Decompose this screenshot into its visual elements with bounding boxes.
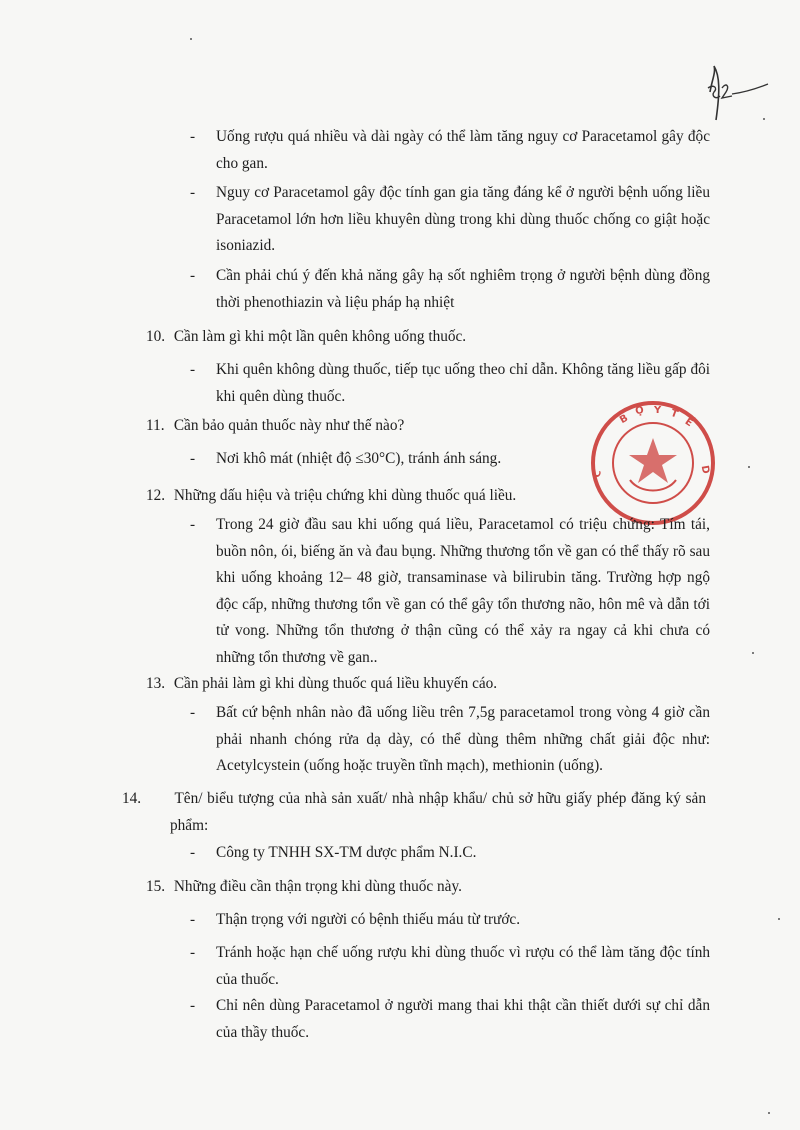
bullet-item <box>190 993 710 1046</box>
bullet-text: Trong 24 giờ đầu sau khi uống quá liều, Paracetamol có triệu chứng: Tím tái, buồn nôn, ói, biếng ăn và đau bụng. Những thương tổn về gan có thể thấy rõ sau khi uống khoảng 12– 48 giờ, transaminase và bilirubin tăng. Trường hợp ngộ độc cấp, những thương tổn về gan có thể gây tổn thương não, hôn mê và dẫn tới tử vong. Những tổn thương ở thận cũng có thể xảy ra ngay cả khi chưa có những tổn thương về gan.. <box>216 516 710 666</box>
svg-text:B: B <box>617 412 631 427</box>
bullet-item <box>190 907 710 934</box>
bullet-dash: - <box>190 361 196 378</box>
section-title: Cần bảo quản thuốc này như thế nào? <box>173 417 405 434</box>
bullet-item <box>190 124 710 177</box>
bullet-item <box>190 512 710 671</box>
section-title: Cần phải làm gì khi dùng thuốc quá liều khuyến cáo. <box>173 675 498 692</box>
scan-speck <box>190 38 192 40</box>
svg-text:D: D <box>698 464 711 475</box>
svg-text:Ộ: Ộ <box>634 404 645 418</box>
bullet-text: Nguy cơ Paracetamol gây độc tính gan gia tăng đáng kể ở người bệnh uống liều Paracetamol lớn hơn liều khuyên dùng trong khi dùng thuốc chống co giật hoặc isoniazid. <box>216 184 710 254</box>
bullet-text: Khi quên không dùng thuốc, tiếp tục uống theo chỉ dẫn. Không tăng liều gấp đôi khi quên dùng thuốc. <box>216 361 710 405</box>
section-number: 13. <box>146 675 166 692</box>
bullet-item <box>190 840 710 867</box>
section-title: Những điều cần thận trọng khi dùng thuốc này. <box>173 878 462 895</box>
bullet-dash: - <box>190 704 196 721</box>
svg-text:T: T <box>669 407 680 421</box>
handwritten-page-mark <box>702 62 772 122</box>
bullet-dash: - <box>190 516 196 533</box>
svg-text:Ế: Ế <box>682 416 695 430</box>
section-number: 14. <box>122 790 142 807</box>
bullet-dash: - <box>190 944 196 961</box>
bullet-dash: - <box>190 184 196 201</box>
bullet-text: Nơi khô mát (nhiệt độ ≤30°C), tránh ánh sáng. <box>216 450 502 467</box>
section-heading <box>122 786 706 839</box>
section-number: 11. <box>146 417 165 434</box>
bullet-item <box>190 357 710 410</box>
bullet-text: Thận trọng với người có bệnh thiếu máu từ trước. <box>216 911 521 928</box>
bullet-text: Cần phải chú ý đến khả năng gây hạ sốt nghiêm trọng ở người bệnh dùng đồng thời phenothiazin và liệu pháp hạ nhiệt <box>216 267 710 311</box>
svg-text:Y: Y <box>654 405 662 416</box>
section-title: Những dấu hiệu và triệu chứng khi dùng thuốc quá liều. <box>173 487 517 504</box>
section-heading <box>146 324 706 351</box>
bullet-text: Tránh hoặc hạn chế uống rượu khi dùng thuốc vì rượu có thể làm tăng độc tính của thuốc. <box>216 944 710 988</box>
bullet-text: Bất cứ bệnh nhân nào đã uống liều trên 7,5g paracetamol trong vòng 4 giờ cần phải nhanh chóng rửa dạ dày, có thể dùng thêm những chất giải độc như: Acetylcystein (uống hoặc truyền tĩnh mạch), methionin (uống). <box>216 704 710 774</box>
section-heading <box>146 671 706 698</box>
bullet-text: Chỉ nên dùng Paracetamol ở người mang thai khi thật cần thiết dưới sự chỉ dẫn của thầy thuốc. <box>216 997 710 1041</box>
scan-speck <box>748 466 750 468</box>
scan-speck <box>763 118 765 120</box>
bullet-item <box>190 940 710 993</box>
section-heading <box>146 413 706 440</box>
bullet-item <box>190 180 710 260</box>
section-title: Tên/ biểu tượng của nhà sản xuất/ nhà nhập khẩu/ chủ sở hữu giấy phép đăng ký sản phẩm: <box>170 790 706 834</box>
bullet-dash: - <box>190 267 196 284</box>
section-heading <box>146 874 706 901</box>
scan-speck <box>778 918 780 920</box>
bullet-dash: - <box>190 844 196 861</box>
scan-speck <box>768 1112 770 1114</box>
bullet-item <box>190 263 710 316</box>
bullet-item <box>190 446 710 473</box>
section-heading <box>146 483 706 510</box>
section-number: 10. <box>146 328 166 345</box>
scan-speck <box>752 652 754 654</box>
bullet-text: Công ty TNHH SX-TM dược phẩm N.I.C. <box>216 844 477 861</box>
bullet-dash: - <box>190 450 196 467</box>
bullet-dash: - <box>190 128 196 145</box>
section-title: Cần làm gì khi một lần quên không uống thuốc. <box>173 328 467 345</box>
bullet-text: Uống rượu quá nhiều và dài ngày có thể làm tăng nguy cơ Paracetamol gây độc cho gan. <box>216 128 710 172</box>
svg-text:C: C <box>591 469 604 479</box>
section-number: 12. <box>146 487 166 504</box>
page-marker-text: 72 <box>702 62 703 63</box>
bullet-dash: - <box>190 911 196 928</box>
bullet-dash: - <box>190 997 196 1014</box>
bullet-item <box>190 700 710 780</box>
section-number: 15. <box>146 878 166 895</box>
